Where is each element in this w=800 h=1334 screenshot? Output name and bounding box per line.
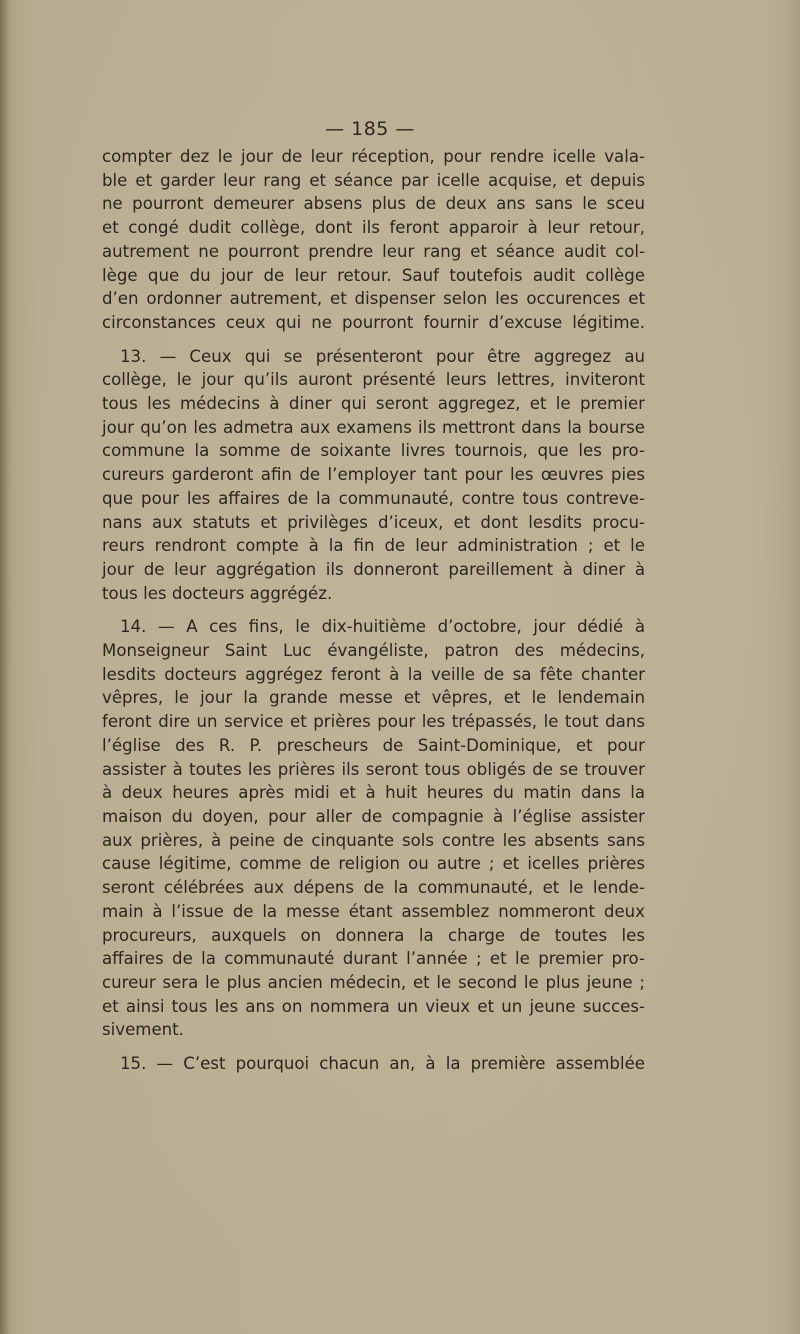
text-line: ne pourront demeurer absens plus de deux ans sans le sceu bbox=[102, 194, 645, 214]
text-line: et congé dudit collège, dont ils feront apparoir à leur retour, bbox=[102, 218, 645, 238]
text-line: à deux heures après midi et à huit heures du matin dans la bbox=[102, 783, 645, 803]
paragraph-continuation bbox=[102, 145, 645, 335]
text-line: sivement. bbox=[102, 1020, 184, 1040]
paragraph-15 bbox=[102, 1052, 645, 1076]
text-line: nans aux statuts et privilèges d’iceux, et dont lesdits procu- bbox=[102, 512, 645, 532]
text-line: l’église des R. P. prescheurs de Saint-Dominique, et pour bbox=[102, 735, 645, 755]
text-line: circonstances ceux qui ne pourront fournir d’excuse légitime. bbox=[102, 312, 645, 332]
paragraph-14 bbox=[102, 615, 645, 1042]
text-line: et ainsi tous les ans on nommera un vieux et un jeune succes- bbox=[102, 996, 645, 1016]
text-line: feront dire un service et prières pour les trépassés, le tout dans bbox=[102, 712, 645, 732]
text-line: assister à toutes les prières ils seront tous obligés de se trouver bbox=[102, 759, 645, 779]
text-line: compter dez le jour de leur réception, pour rendre icelle vala- bbox=[102, 147, 645, 166]
text-line: lège que du jour de leur retour. Sauf toutefois audit collège bbox=[102, 265, 645, 285]
text-line: main à l’issue de la messe étant assemblez nommeront deux bbox=[102, 901, 645, 921]
text-line: vêpres, le jour la grande messe et vêpres, et le lendemain bbox=[102, 688, 645, 708]
text-line: tous les médecins à diner qui seront aggregez, et le premier bbox=[102, 394, 645, 414]
page-number: — 185 — bbox=[325, 118, 415, 140]
text-line: 13. — Ceux qui se présenteront pour être aggregez au bbox=[120, 346, 645, 366]
text-line: Monseigneur Saint Luc évangéliste, patron des médecins, bbox=[102, 641, 645, 661]
text-line: 15. — C’est pourquoi chacun an, à la première assemblée bbox=[120, 1054, 645, 1074]
text-line: jour qu’on les admetra aux examens ils mettront dans la bourse bbox=[102, 417, 645, 437]
text-line: aux prières, à peine de cinquante sols contre les absents sans bbox=[102, 830, 645, 850]
text-line: maison du doyen, pour aller de compagnie à l’église assister bbox=[102, 806, 645, 826]
text-line: tous les docteurs aggrégéz. bbox=[102, 583, 333, 603]
text-line: cureurs garderont afin de l’employer tant pour les œuvres pies bbox=[102, 465, 645, 485]
text-line: d’en ordonner autrement, et dispenser selon les occurences et bbox=[102, 289, 645, 309]
text-line: lesdits docteurs aggrégez feront à la veille de sa fête chanter bbox=[102, 664, 645, 684]
text-line: cause légitime, comme de religion ou autre ; et icelles prières bbox=[102, 854, 645, 874]
text-line: seront célébrées aux dépens de la communauté, et le lende- bbox=[102, 878, 645, 898]
text-line: reurs rendront compte à la fin de leur administration ; et le bbox=[102, 536, 645, 556]
body-text bbox=[102, 145, 645, 1076]
text-line: que pour les affaires de la communauté, contre tous contreve- bbox=[102, 488, 645, 508]
text-line: cureur sera le plus ancien médecin, et le second le plus jeune ; bbox=[102, 972, 645, 992]
text-line: collège, le jour qu’ils auront présenté leurs lettres, inviteront bbox=[102, 370, 645, 390]
text-line: 14. — A ces fins, le dix-huitième d’octobre, jour dédié à bbox=[120, 617, 645, 637]
text-line: ble et garder leur rang et séance par icelle acquise, et depuis bbox=[102, 170, 645, 190]
text-line: commune la somme de soixante livres tournois, que les pro- bbox=[102, 441, 645, 461]
spine-shadow bbox=[0, 0, 10, 1334]
text-line: jour de leur aggrégation ils donneront pareillement à diner à bbox=[102, 559, 645, 579]
text-line: affaires de la communauté durant l’année ; et le premier pro- bbox=[102, 949, 645, 969]
text-line: procureurs, auxquels on donnera la charge de toutes les bbox=[102, 925, 645, 945]
paragraph-13 bbox=[102, 345, 645, 606]
text-line: autrement ne pourront prendre leur rang et séance audit col- bbox=[102, 241, 645, 261]
